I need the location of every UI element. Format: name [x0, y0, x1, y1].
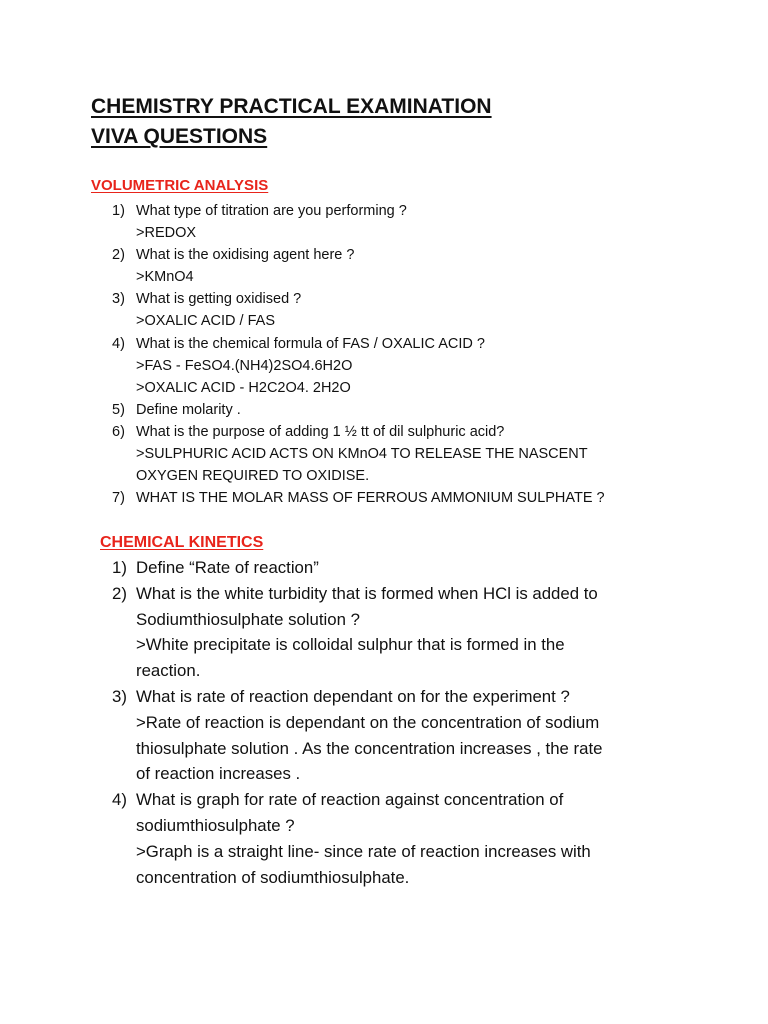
answer-text: >REDOX — [136, 225, 197, 242]
answer-text: of reaction increases . — [136, 764, 301, 784]
question-text: Sodiumthiosulphate solution ? — [136, 609, 360, 629]
answer-text: >OXALIC ACID / FAS — [136, 313, 276, 330]
question-number: 1) — [112, 558, 127, 577]
question-number: 5) — [112, 401, 125, 418]
answer-text: >OXALIC ACID - H2C2O4. 2H2O — [136, 379, 351, 396]
answer-text: >White precipitate is colloidal sulphur that is formed in the — [136, 635, 565, 655]
section-heading-volumetric-analysis: VOLUMETRIC ANALYSIS — [91, 177, 269, 194]
answer-text: reaction. — [136, 661, 201, 681]
question-item — [112, 555, 692, 581]
question-number: 2) — [112, 583, 127, 603]
kinetics-question-list — [112, 555, 692, 890]
question-text: What is the chemical formula of FAS / OXALIC ACID ? — [136, 335, 485, 352]
question-number: 1) — [112, 203, 125, 219]
document-title-line-1: CHEMISTRY PRACTICAL EXAMINATION — [91, 95, 492, 118]
answer-text: OXYGEN REQUIRED TO OXIDISE. — [136, 468, 370, 485]
question-number: 4) — [112, 335, 125, 352]
question-number: 4) — [112, 790, 127, 810]
question-text: What is getting oxidised ? — [136, 291, 302, 308]
question-text: WHAT IS THE MOLAR MASS OF FERROUS AMMONIUM SULPHATE ? — [136, 490, 605, 507]
question-item — [112, 399, 732, 421]
question-text: Define “Rate of reaction” — [136, 558, 319, 577]
question-item — [112, 288, 732, 332]
question-text: What is the purpose of adding 1 ½ tt of dil sulphuric acid? — [136, 423, 505, 440]
question-text: sodiumthiosulphate ? — [136, 815, 295, 835]
volumetric-question-list — [112, 200, 732, 509]
question-number: 3) — [112, 291, 125, 308]
question-number: 7) — [112, 490, 125, 507]
question-number: 2) — [112, 247, 125, 264]
question-item — [112, 684, 692, 787]
question-text: Define molarity . — [136, 401, 241, 418]
question-text: What is graph for rate of reaction against concentration of — [136, 790, 564, 810]
answer-text: >Graph is a straight line- since rate of reaction increases with — [136, 841, 591, 861]
answer-text: >SULPHURIC ACID ACTS ON KMnO4 TO RELEASE THE NASCENT — [136, 446, 588, 463]
question-item — [112, 581, 692, 684]
question-text: What is the oxidising agent here ? — [136, 247, 355, 264]
question-text: What type of titration are you performing ? — [136, 203, 407, 219]
question-item — [112, 487, 732, 509]
question-text: What is rate of reaction dependant on for the experiment ? — [136, 686, 570, 706]
document-title-line-2: VIVA QUESTIONS — [91, 125, 268, 148]
section-heading-chemical-kinetics: CHEMICAL KINETICS — [100, 534, 264, 551]
question-item — [112, 244, 732, 288]
answer-text: >KMnO4 — [136, 269, 194, 286]
question-number: 6) — [112, 423, 125, 440]
question-text: What is the white turbidity that is formed when HCl is added to — [136, 583, 598, 603]
answer-text: thiosulphate solution . As the concentration increases , the rate — [136, 738, 603, 758]
question-item — [112, 200, 732, 244]
question-number: 3) — [112, 686, 127, 706]
answer-text: >FAS - FeSO4.(NH4)2SO4.6H2O — [136, 357, 353, 374]
question-item — [112, 787, 692, 890]
question-item — [112, 333, 732, 399]
answer-text: >Rate of reaction is dependant on the concentration of sodium — [136, 712, 600, 732]
answer-text: concentration of sodiumthiosulphate. — [136, 867, 410, 887]
question-item — [112, 421, 732, 487]
